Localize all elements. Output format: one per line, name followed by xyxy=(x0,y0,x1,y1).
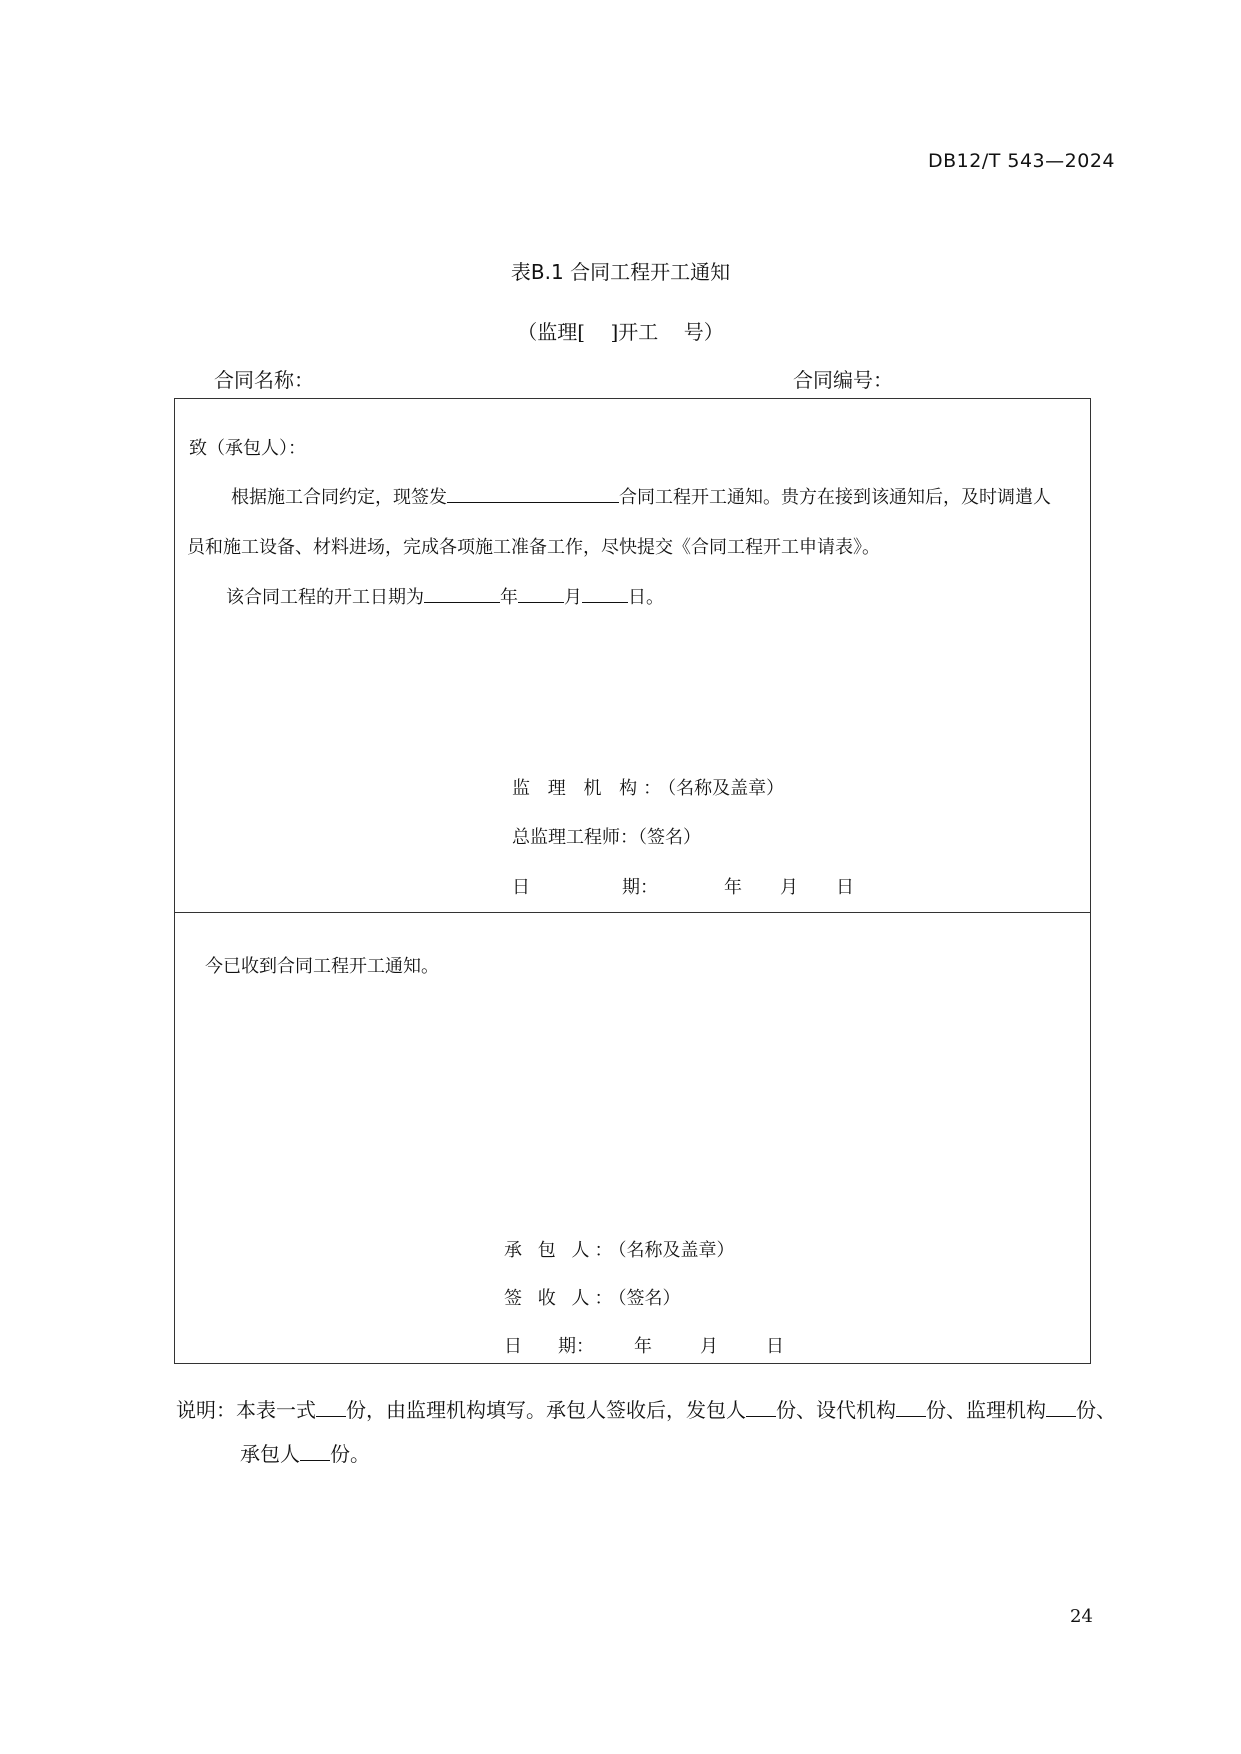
copies-owner-blank[interactable] xyxy=(746,1398,776,1417)
note-line-2: 承包人 份。 xyxy=(240,1442,370,1466)
notice-number-blank[interactable] xyxy=(447,484,619,503)
notice-date-line: 日 期： 年 月 日 xyxy=(512,877,854,898)
addressee-line: 致（承包人）： xyxy=(189,438,306,459)
chief-engineer-signature: 总监理工程师：（签名） xyxy=(512,827,701,848)
notice-form-table xyxy=(174,398,1091,1364)
page-number: 24 xyxy=(1070,1606,1093,1627)
notice-paragraph-1: 根据施工合同约定，现签发 合同工程开工通知。贵方在接到该通知后，及时调遣人 xyxy=(231,483,1051,509)
receiver-signature: 签 收 人：（签名） xyxy=(504,1288,681,1309)
start-date-line: 该合同工程的开工日期为 年 月 日。 xyxy=(226,583,664,609)
section-divider xyxy=(175,912,1090,913)
notice-paragraph-2: 员和施工设备、材料进场，完成各项施工准备工作，尽快提交《合同工程开工申请表》。 xyxy=(187,537,880,558)
receipt-date-line: 日 期： 年 月 日 xyxy=(504,1336,784,1357)
start-day-blank[interactable] xyxy=(582,584,628,603)
copies-design-rep-blank[interactable] xyxy=(896,1398,926,1417)
copies-contractor-blank[interactable] xyxy=(300,1442,330,1461)
standard-code: DB12/T 543—2024 xyxy=(927,150,1115,172)
copies-supervision-blank[interactable] xyxy=(1046,1398,1076,1417)
note-line-1: 说明：本表一式 份，由监理机构填写。承包人签收后，发包人 份、设代机构 份、监理机构 份、 xyxy=(176,1398,1116,1422)
copies-total-blank[interactable] xyxy=(316,1398,346,1417)
form-subtitle: （监理[ ]开工 号） xyxy=(517,320,724,344)
contract-number-label: 合同编号： xyxy=(793,368,893,392)
contractor-signature: 承 包 人：（名称及盖章） xyxy=(504,1240,735,1261)
start-month-blank[interactable] xyxy=(518,584,564,603)
form-title: 表B.1 合同工程开工通知 xyxy=(510,260,731,284)
contract-name-label: 合同名称： xyxy=(214,368,314,392)
start-year-blank[interactable] xyxy=(424,584,500,603)
supervision-org-signature: 监 理 机 构：（名称及盖章） xyxy=(512,778,785,799)
receipt-text: 今已收到合同工程开工通知。 xyxy=(205,956,439,977)
